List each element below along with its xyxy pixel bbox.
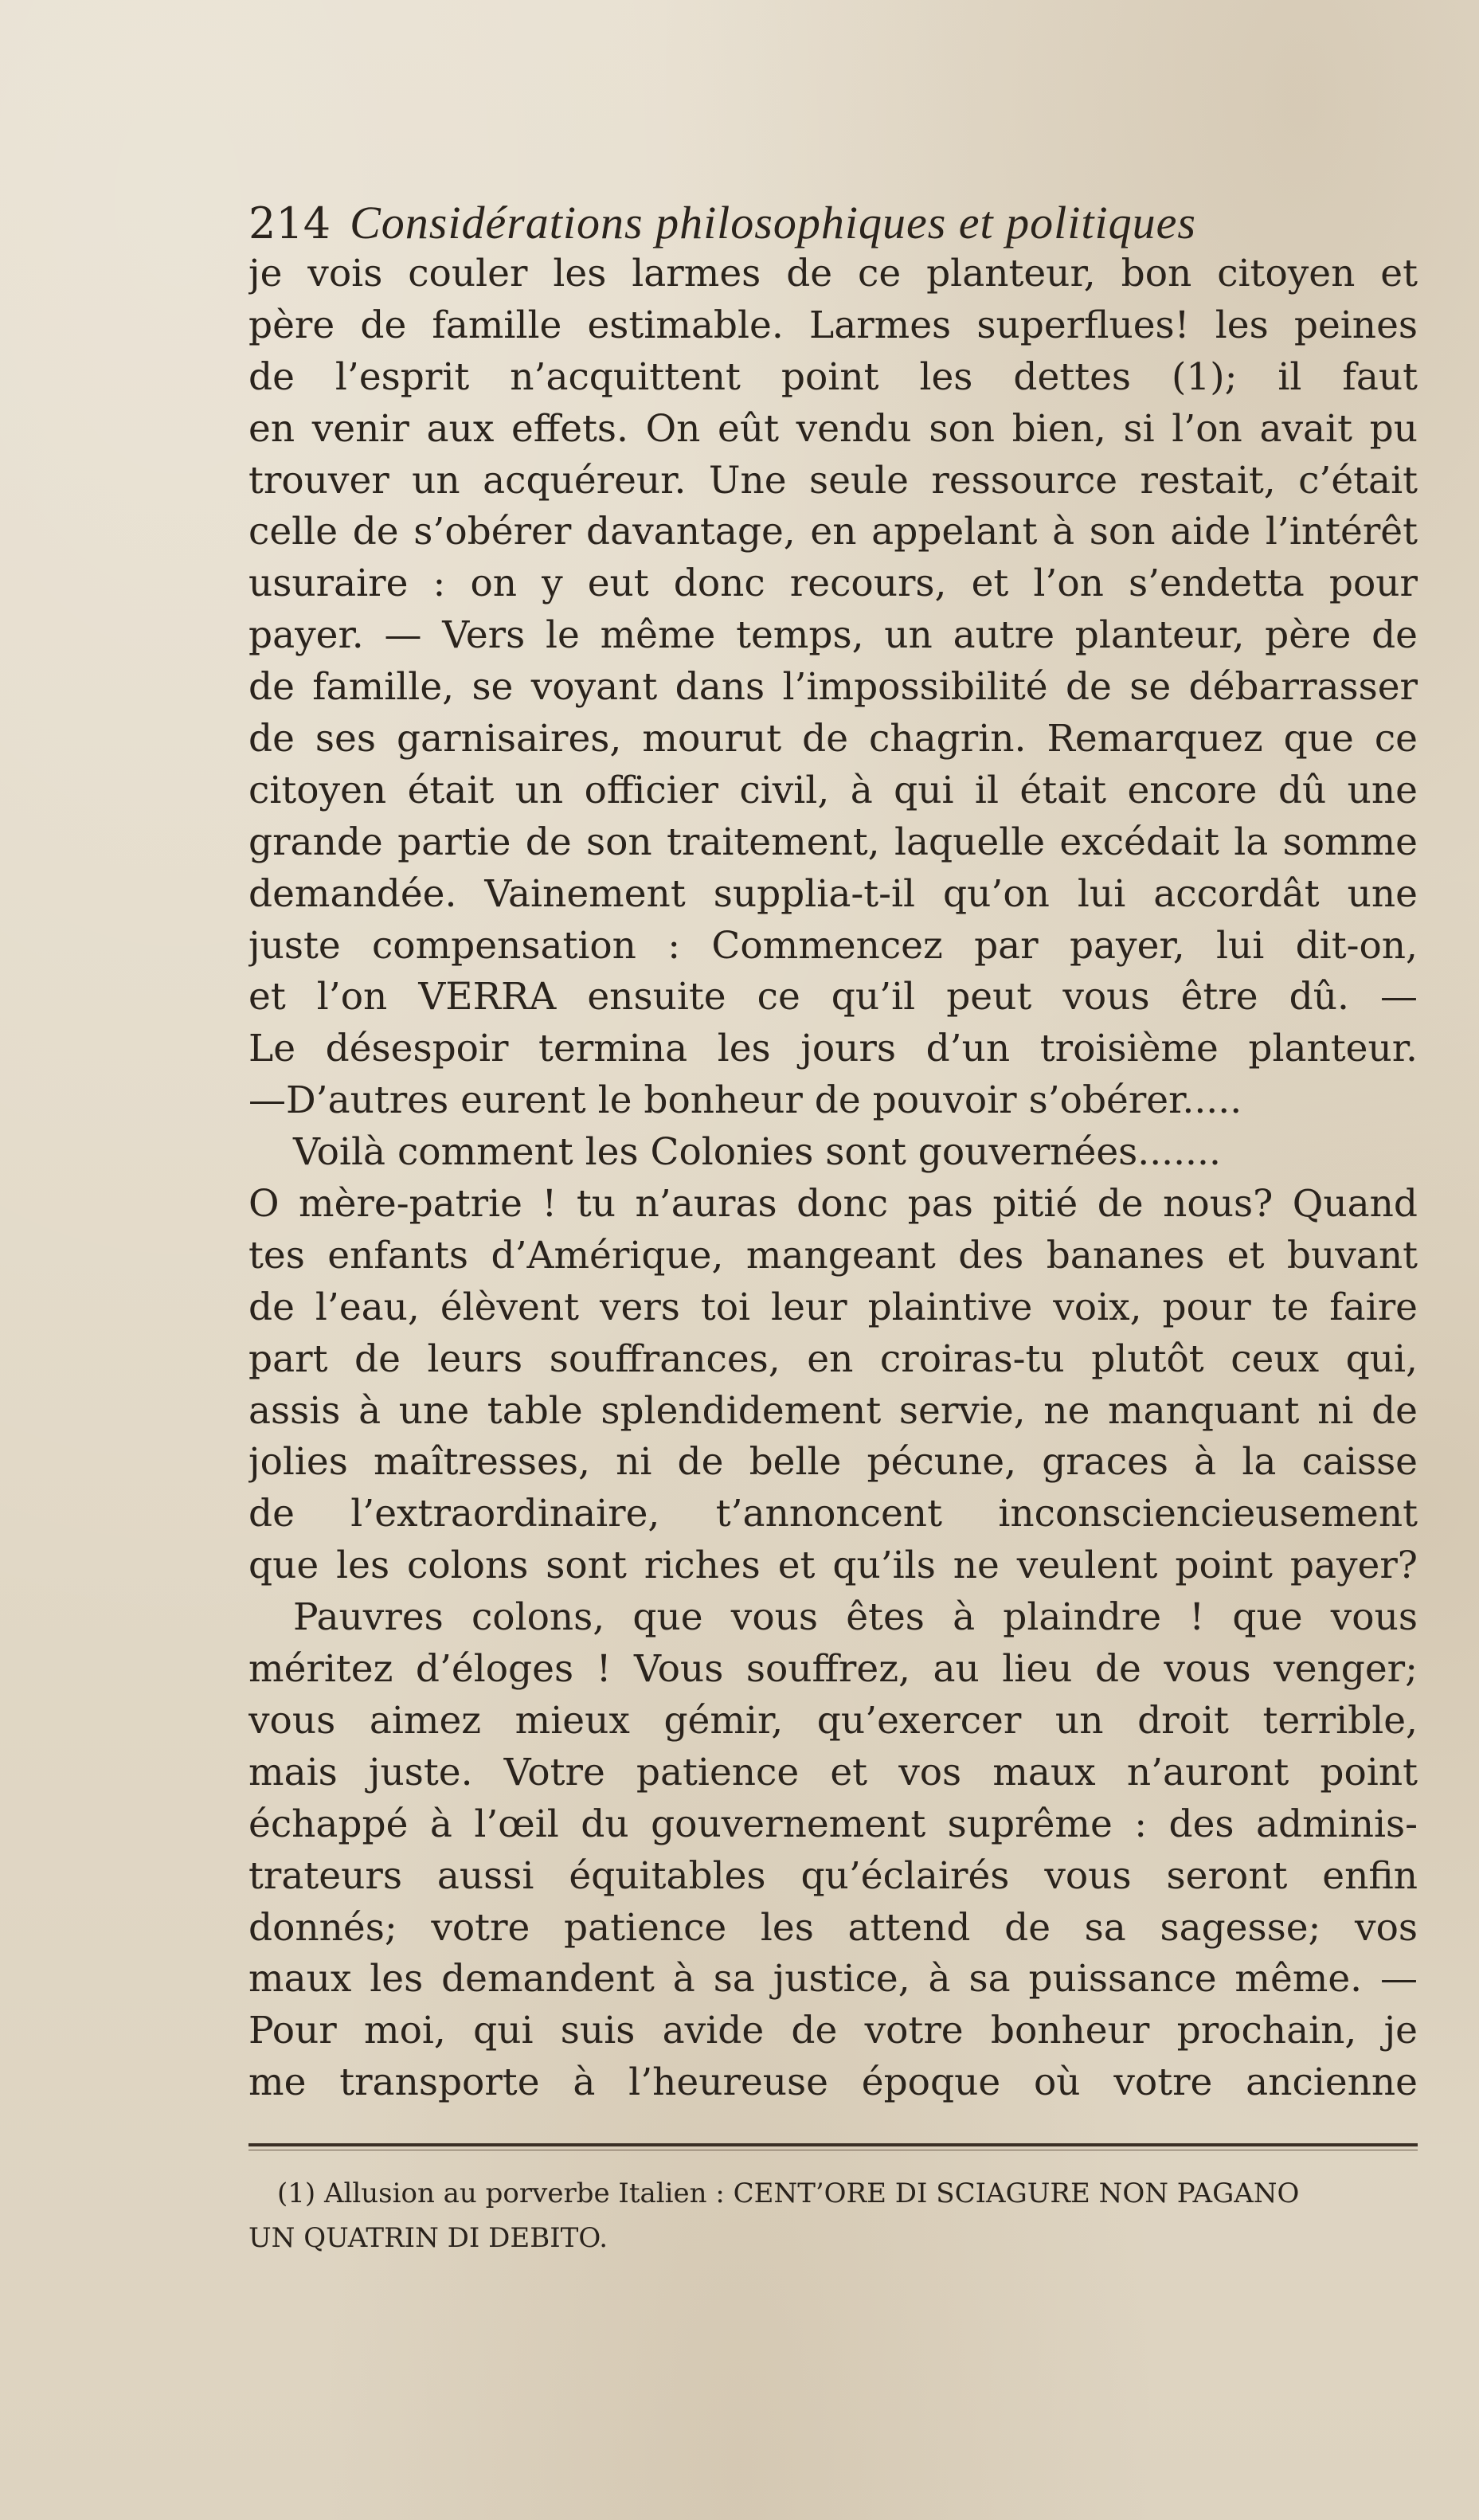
footnote-rule [248, 2143, 1418, 2146]
body-line: de l’esprit n’acquittent point les dettes (1); il faut [248, 354, 1418, 399]
body-line: de famille, se voyant dans l’impossibilité de se débarrasser [248, 665, 1418, 710]
body-line: mais juste. Votre patience et vos maux n’auront point [248, 1750, 1418, 1794]
paragraph-start-line: Pauvres colons, que vous êtes à plaindre ! que vous [293, 1595, 1418, 1640]
body-line: de ses garnisaires, mourut de chagrin. Remarquez que ce [248, 717, 1418, 761]
page-number: 214 [248, 198, 331, 248]
text-block [248, 198, 1418, 2109]
body-text [248, 248, 1418, 2109]
body-line: citoyen était un officier civil, à qui il était encore dû une [248, 768, 1418, 812]
running-title: Considérations philosophiques et politiques [350, 197, 1196, 248]
body-line: trateurs aussi équitables qu’éclairés vous seront enfin [248, 1853, 1418, 1898]
footnote-line: (1) Allusion au porverbe Italien : CENT’ORE DI SCIAGURE NON PAGANO [277, 2178, 1300, 2209]
body-line: juste compensation : Commencez par payer, lui dit-on, [248, 923, 1418, 968]
body-line: —D’autres eurent le bonheur de pouvoir s’obérer..... [248, 1078, 1242, 1123]
body-line: père de famille estimable. Larmes superflues! les peines [248, 303, 1418, 347]
body-line: payer. — Vers le même temps, un autre planteur, père de [248, 613, 1418, 658]
body-line: méritez d’éloges ! Vous souffrez, au lieu de vous venger; [248, 1647, 1418, 1692]
body-line: celle de s’obérer davantage, en appelant à son aide l’intérêt [248, 510, 1418, 554]
body-line: que les colons sont riches et qu’ils ne veulent point payer? [248, 1544, 1418, 1588]
body-line: demandée. Vainement supplia-t-il qu’on lui accordât une [248, 871, 1418, 916]
body-line: part de leurs souffrances, en croiras-tu plutôt ceux qui, [248, 1336, 1418, 1381]
paragraph-start-line: Voilà comment les Colonies sont gouvernées....... [293, 1130, 1221, 1175]
body-line: vous aimez mieux gémir, qu’exercer un droit terrible, [248, 1698, 1418, 1743]
body-line: maux les demandent à sa justice, à sa puissance même. — [248, 1957, 1418, 2002]
body-line: O mère-patrie ! tu n’auras donc pas pitié de nous? Quand [248, 1182, 1418, 1227]
body-line: usuraire : on y eut donc recours, et l’on s’endetta pour [248, 562, 1418, 606]
body-line: trouver un acquéreur. Une seule ressource restait, c’était [248, 458, 1418, 503]
body-line: de l’eau, élèvent vers toi leur plaintive voix, pour te faire [248, 1285, 1418, 1329]
body-line: de l’extraordinaire, t’annoncent inconsciencieusement [248, 1492, 1418, 1536]
body-line: tes enfants d’Amérique, mangeant des bananes et buvant [248, 1233, 1418, 1278]
body-line: en venir aux effets. On eût vendu son bien, si l’on avait pu [248, 406, 1418, 451]
body-line: assis à une table splendidement servie, ne manquant ni de [248, 1388, 1418, 1433]
body-line: grande partie de son traitement, laquelle excédait la somme [248, 820, 1418, 864]
body-line: donnés; votre patience les attend de sa sagesse; vos [248, 1905, 1418, 1950]
body-line: Pour moi, qui suis avide de votre bonheur prochain, je [248, 2009, 1418, 2053]
body-line: et l’on VERRA ensuite ce qu’il peut vous être dû. — [248, 975, 1418, 1019]
body-line: jolies maîtresses, ni de belle pécune, graces à la caisse [248, 1440, 1418, 1485]
footnote-line: UN QUATRIN DI DEBITO. [248, 2222, 608, 2254]
body-line: Le désespoir termina les jours d’un troisième planteur. [248, 1027, 1418, 1071]
running-header [248, 198, 1418, 248]
body-line: me transporte à l’heureuse époque où votre ancienne [248, 2060, 1418, 2105]
body-line: échappé à l’œil du gouvernement suprême : des adminis- [248, 1802, 1418, 1846]
footnote [248, 2171, 1418, 2260]
body-line: je vois couler les larmes de ce planteur, bon citoyen et [248, 252, 1418, 295]
